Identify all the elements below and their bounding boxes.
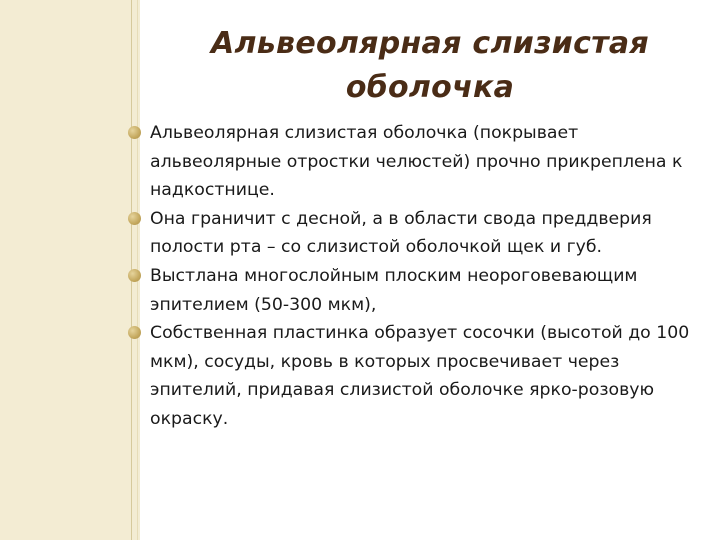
bullet-item: [124, 319, 710, 433]
bullet-item: [124, 119, 710, 205]
bullet-text: Собственная пластинка образует сосочки (высотой до 100 мкм), сосуды, кровь в которых просвечивает через эпителий, придавая слизистой оболочке ярко-розовую окраску.: [150, 323, 690, 429]
bullet-dot-icon: [128, 269, 141, 282]
decorative-side-panel: [0, 0, 140, 540]
bullet-dot-icon: [128, 326, 141, 339]
slide-title-line-1: Альвеолярная слизистая: [211, 26, 649, 61]
slide-content: [124, 119, 710, 434]
bullet-text: Выстлана многослойным плоским неороговевающим эпителием (50-300 мкм),: [150, 265, 638, 315]
bullet-text: Она граничит с десной, а в области свода преддверия полости рта – со слизистой оболочкой щек и губ.: [150, 208, 652, 258]
bullet-list: [124, 119, 710, 434]
bullet-dot-icon: [128, 126, 141, 139]
bullet-item: [124, 205, 710, 262]
slide-title-line-2: оболочка: [345, 70, 515, 105]
bullet-dot-icon: [128, 212, 141, 225]
bullet-item: [124, 262, 710, 319]
slide-title: [150, 22, 710, 110]
bullet-text: Альвеолярная слизистая оболочка (покрывает альвеолярные отростки челюстей) прочно прикреплена к надкостнице.: [150, 123, 683, 201]
